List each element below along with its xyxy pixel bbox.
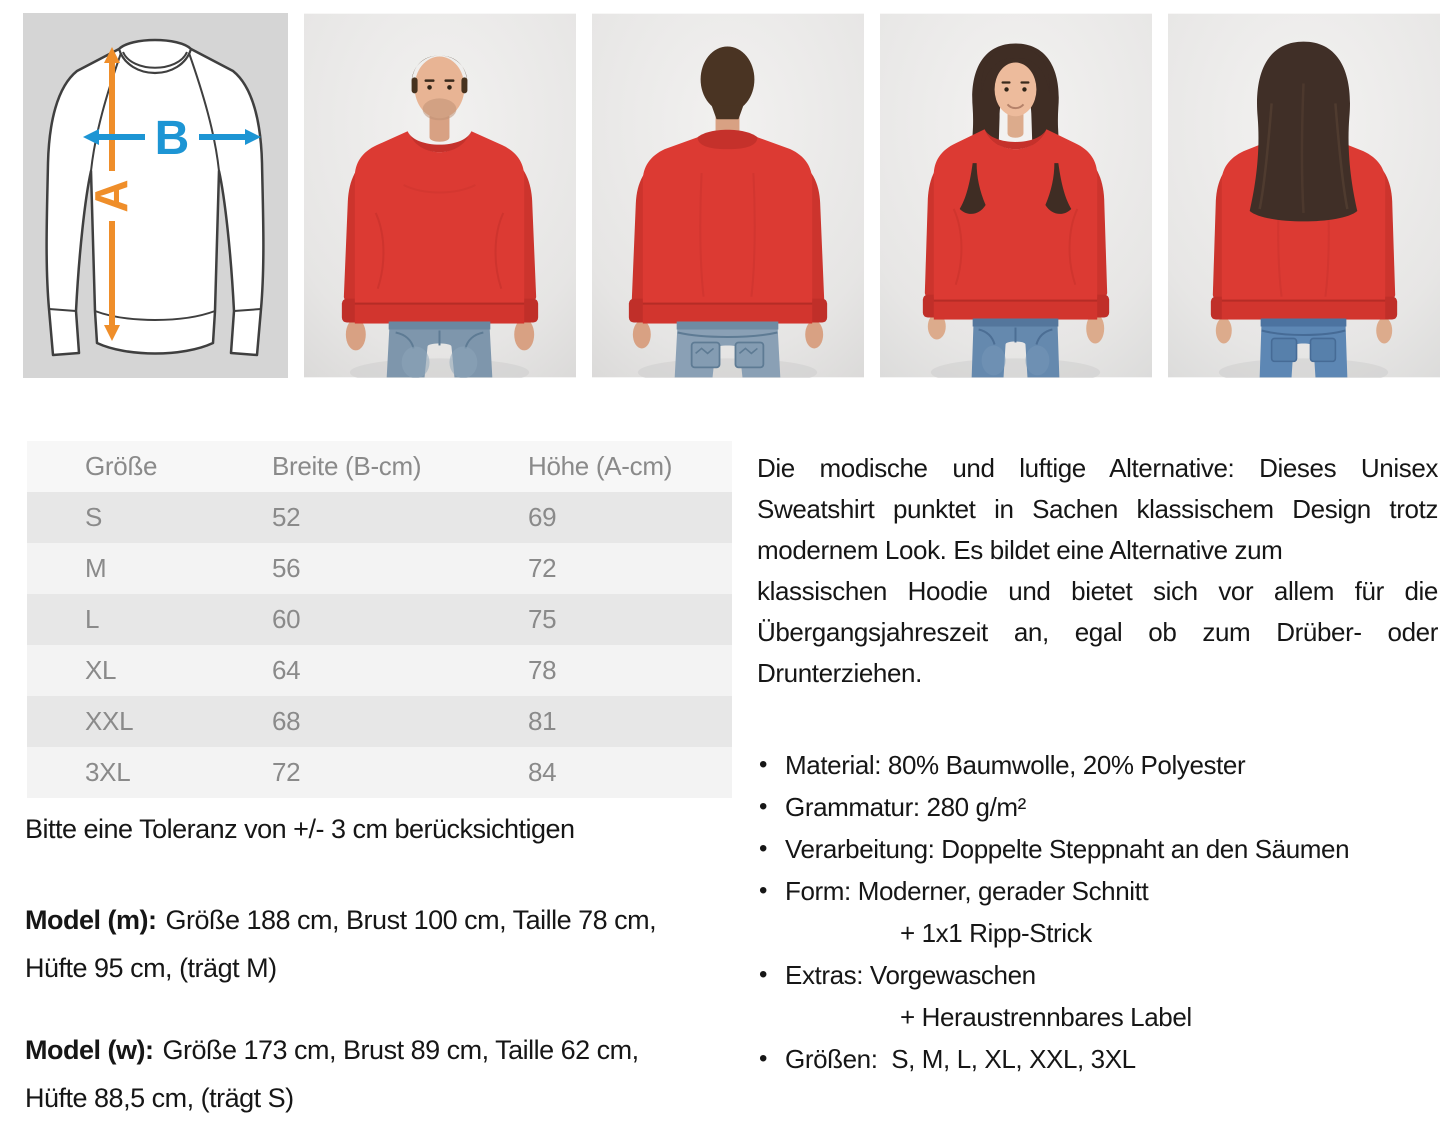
height-cell: 81 bbox=[528, 706, 557, 736]
size-cell: S bbox=[85, 502, 103, 532]
height-cell: 78 bbox=[528, 655, 557, 685]
size-cell: M bbox=[85, 553, 107, 583]
model-female-line2: Hüfte 88,5 cm, (trägt S) bbox=[25, 1083, 294, 1113]
width-cell: 52 bbox=[272, 502, 301, 532]
feature-groessen: • Größen: S, M, L, XL, XXL, 3XL bbox=[757, 1038, 1438, 1080]
model-female-info bbox=[25, 1026, 735, 1122]
male-front-photo bbox=[304, 13, 576, 378]
feature-form: • Form: Moderner, gerader Schnitt bbox=[757, 870, 1438, 912]
feature-grammatur: • Grammatur: 280 g/m² bbox=[757, 786, 1438, 828]
table-row-l bbox=[27, 594, 732, 645]
table-row-3xl bbox=[27, 747, 732, 798]
tolerance-note: Bitte eine Toleranz von +/- 3 cm berücksichtigen bbox=[25, 814, 575, 844]
photo-female-back bbox=[1168, 13, 1440, 378]
size-cell: XL bbox=[85, 655, 117, 685]
female-back-photo bbox=[1168, 13, 1440, 378]
size-diagram-panel bbox=[23, 13, 288, 378]
photo-male-back bbox=[592, 13, 864, 378]
table-row-s bbox=[27, 492, 732, 543]
model-female-measurements: Größe 173 cm, Brust 89 cm, Taille 62 cm, bbox=[162, 1035, 639, 1065]
header-breite: Breite (B-cm) bbox=[272, 451, 422, 481]
feature-list bbox=[757, 744, 1438, 1080]
height-cell: 84 bbox=[528, 757, 557, 787]
header-groesse: Größe bbox=[85, 451, 158, 481]
model-male-info bbox=[25, 896, 735, 992]
width-cell: 64 bbox=[272, 655, 301, 685]
model-male-measurements: Größe 188 cm, Brust 100 cm, Taille 78 cm, bbox=[165, 905, 657, 935]
width-cell: 72 bbox=[272, 757, 301, 787]
sweatshirt-diagram-icon bbox=[23, 13, 288, 378]
feature-form-continued: + 1x1 Ripp-Strick bbox=[900, 918, 1092, 948]
size-cell: 3XL bbox=[85, 757, 131, 787]
description-line: Übergangsjahreszeit an, egal ob zum Drüber- oder bbox=[757, 617, 1438, 647]
feature-verarbeitung: • Verarbeitung: Doppelte Steppnaht an den Säumen bbox=[757, 828, 1438, 870]
product-description bbox=[757, 448, 1438, 694]
label-b: B bbox=[154, 112, 190, 165]
description-line: Drunterziehen. bbox=[757, 658, 922, 688]
model-male-line1 bbox=[25, 896, 735, 944]
female-front-photo bbox=[880, 13, 1152, 378]
table-row-m bbox=[27, 543, 732, 594]
feature-extras: • Extras: Vorgewaschen bbox=[757, 954, 1438, 996]
description-line: Sweatshirt punktet in Sachen klassischem Design trotz bbox=[757, 494, 1438, 524]
header-hoehe: Höhe (A-cm) bbox=[528, 451, 673, 481]
model-male-line2: Hüfte 95 cm, (trägt M) bbox=[25, 953, 277, 983]
size-table-header bbox=[27, 441, 732, 492]
model-female-line1 bbox=[25, 1026, 735, 1074]
table-row-xxl bbox=[27, 696, 732, 747]
height-cell: 75 bbox=[528, 604, 557, 634]
description-line: modernem Look. Es bildet eine Alternative zum bbox=[757, 535, 1283, 565]
model-male-label: Model (m): bbox=[25, 905, 157, 935]
male-back-photo bbox=[592, 13, 864, 378]
feature-material: • Material: 80% Baumwolle, 20% Polyester bbox=[757, 744, 1438, 786]
height-cell: 69 bbox=[528, 502, 557, 532]
width-cell: 68 bbox=[272, 706, 301, 736]
height-cell: 72 bbox=[528, 553, 557, 583]
width-cell: 60 bbox=[272, 604, 301, 634]
photo-male-front bbox=[304, 13, 576, 378]
table-row-xl bbox=[27, 645, 732, 696]
size-table bbox=[27, 441, 732, 798]
feature-extras-continued: + Heraustrennbares Label bbox=[900, 1002, 1192, 1032]
product-image-gallery bbox=[23, 13, 1440, 378]
description-line: Die modische und luftige Alternative: Dieses Unisex bbox=[757, 453, 1438, 483]
photo-female-front bbox=[880, 13, 1152, 378]
size-cell: L bbox=[85, 604, 100, 634]
width-cell: 56 bbox=[272, 553, 301, 583]
description-line: klassischen Hoodie und bietet sich vor allem für die bbox=[757, 576, 1438, 606]
model-female-label: Model (w): bbox=[25, 1035, 154, 1065]
label-a: A bbox=[85, 179, 137, 213]
size-cell: XXL bbox=[85, 706, 134, 736]
